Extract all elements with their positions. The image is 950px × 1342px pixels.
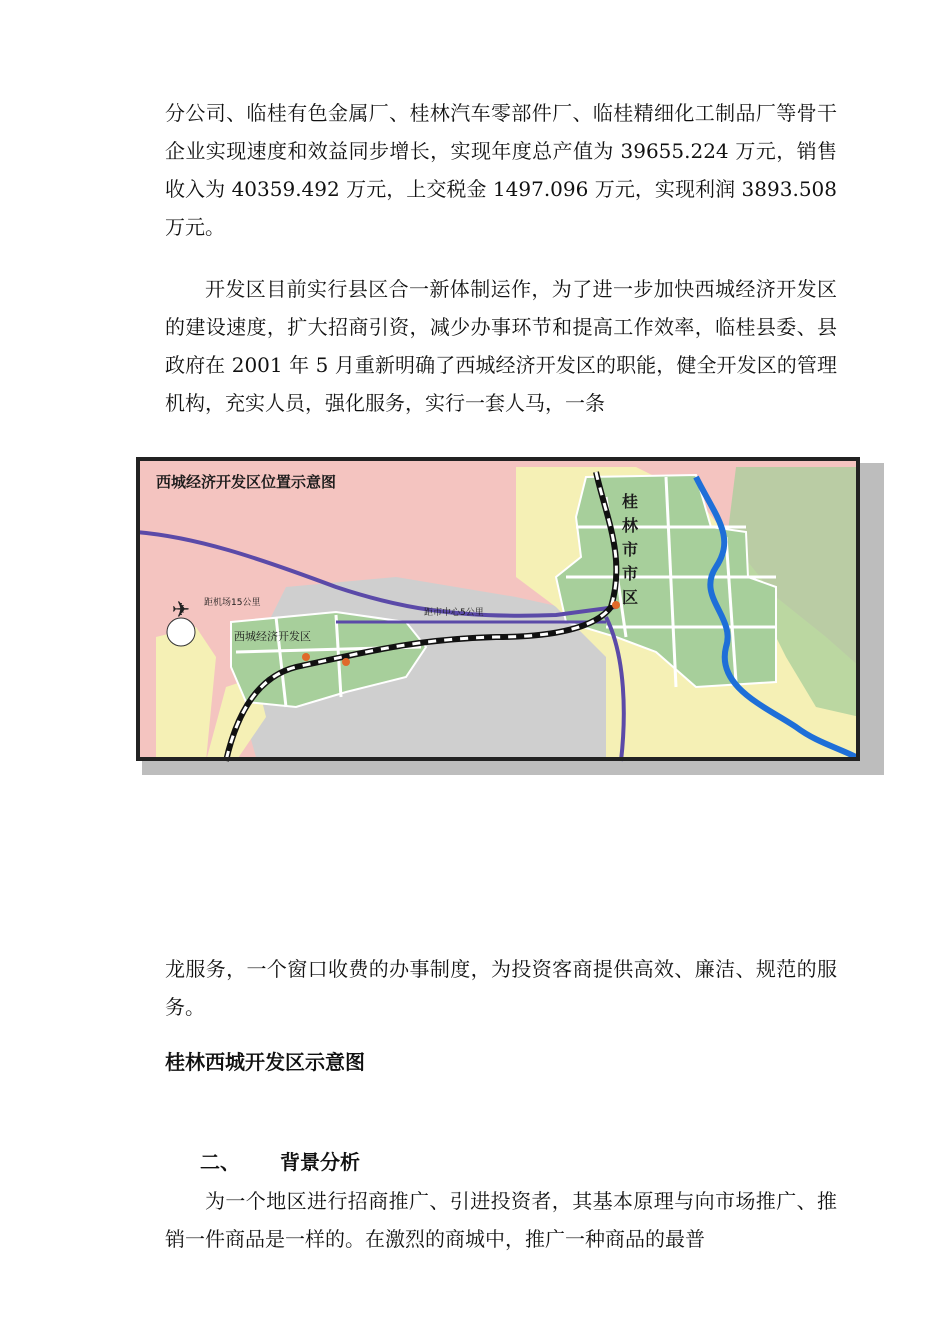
airport-distance-label: 距机场15公里 bbox=[204, 598, 261, 608]
city-label-5: 区 bbox=[622, 588, 639, 607]
city-label-3: 市 bbox=[622, 540, 639, 559]
center-distance-label: 距市中心5公里 bbox=[424, 608, 484, 618]
map-title: 西城经济开发区位置示意图 bbox=[156, 473, 337, 491]
zone-marker-2 bbox=[342, 658, 350, 666]
location-map bbox=[136, 457, 884, 775]
city-label-4: 市 bbox=[622, 564, 639, 583]
section-number: 二、 bbox=[200, 1150, 240, 1174]
paragraph-1: 分公司、临桂有色金属厂、桂林汽车零部件厂、临桂精细化工制品厂等骨干企业实现速度和效益同步增长，实现年度总产值为 39655.224 万元，销售收入为 40359.492 万元，上交税金 1497.096 万元，实现利润 3893.508 万元。 bbox=[165, 101, 837, 239]
location-map-graphic bbox=[136, 457, 884, 775]
airport-icon: ✈ bbox=[171, 598, 191, 623]
city-label-2: 林 bbox=[622, 516, 639, 535]
paragraph-2: 开发区目前实行县区合一新体制运作，为了进一步加快西城经济开发区的建设速度，扩大招商引资，减少办事环节和提高工作效率，临桂县委、县政府在 2001 年 5 月重新明确了西城经济开发区的职能，健全开发区的管理机构，充实人员，强化服务，实行一套人马，一条 bbox=[165, 277, 837, 415]
section-heading bbox=[200, 1146, 360, 1175]
zone-marker bbox=[302, 653, 310, 661]
paragraph-3: 龙服务，一个窗口收费的办事制度，为投资客商提供高效、廉洁、规范的服务。 bbox=[165, 957, 837, 1019]
map-caption: 桂林西城开发区示意图 bbox=[165, 1050, 365, 1074]
map-yellow-left bbox=[156, 627, 216, 761]
city-label-1: 桂 bbox=[622, 492, 639, 511]
zone-label: 西城经济开发区 bbox=[234, 630, 311, 643]
city-marker bbox=[612, 601, 620, 609]
paragraph-4: 为一个地区进行招商推广、引进投资者，其基本原理与向市场推广、推销一件商品是一样的。在激烈的商城中，推广一种商品的最普 bbox=[165, 1189, 837, 1251]
section-title: 背景分析 bbox=[280, 1150, 360, 1174]
